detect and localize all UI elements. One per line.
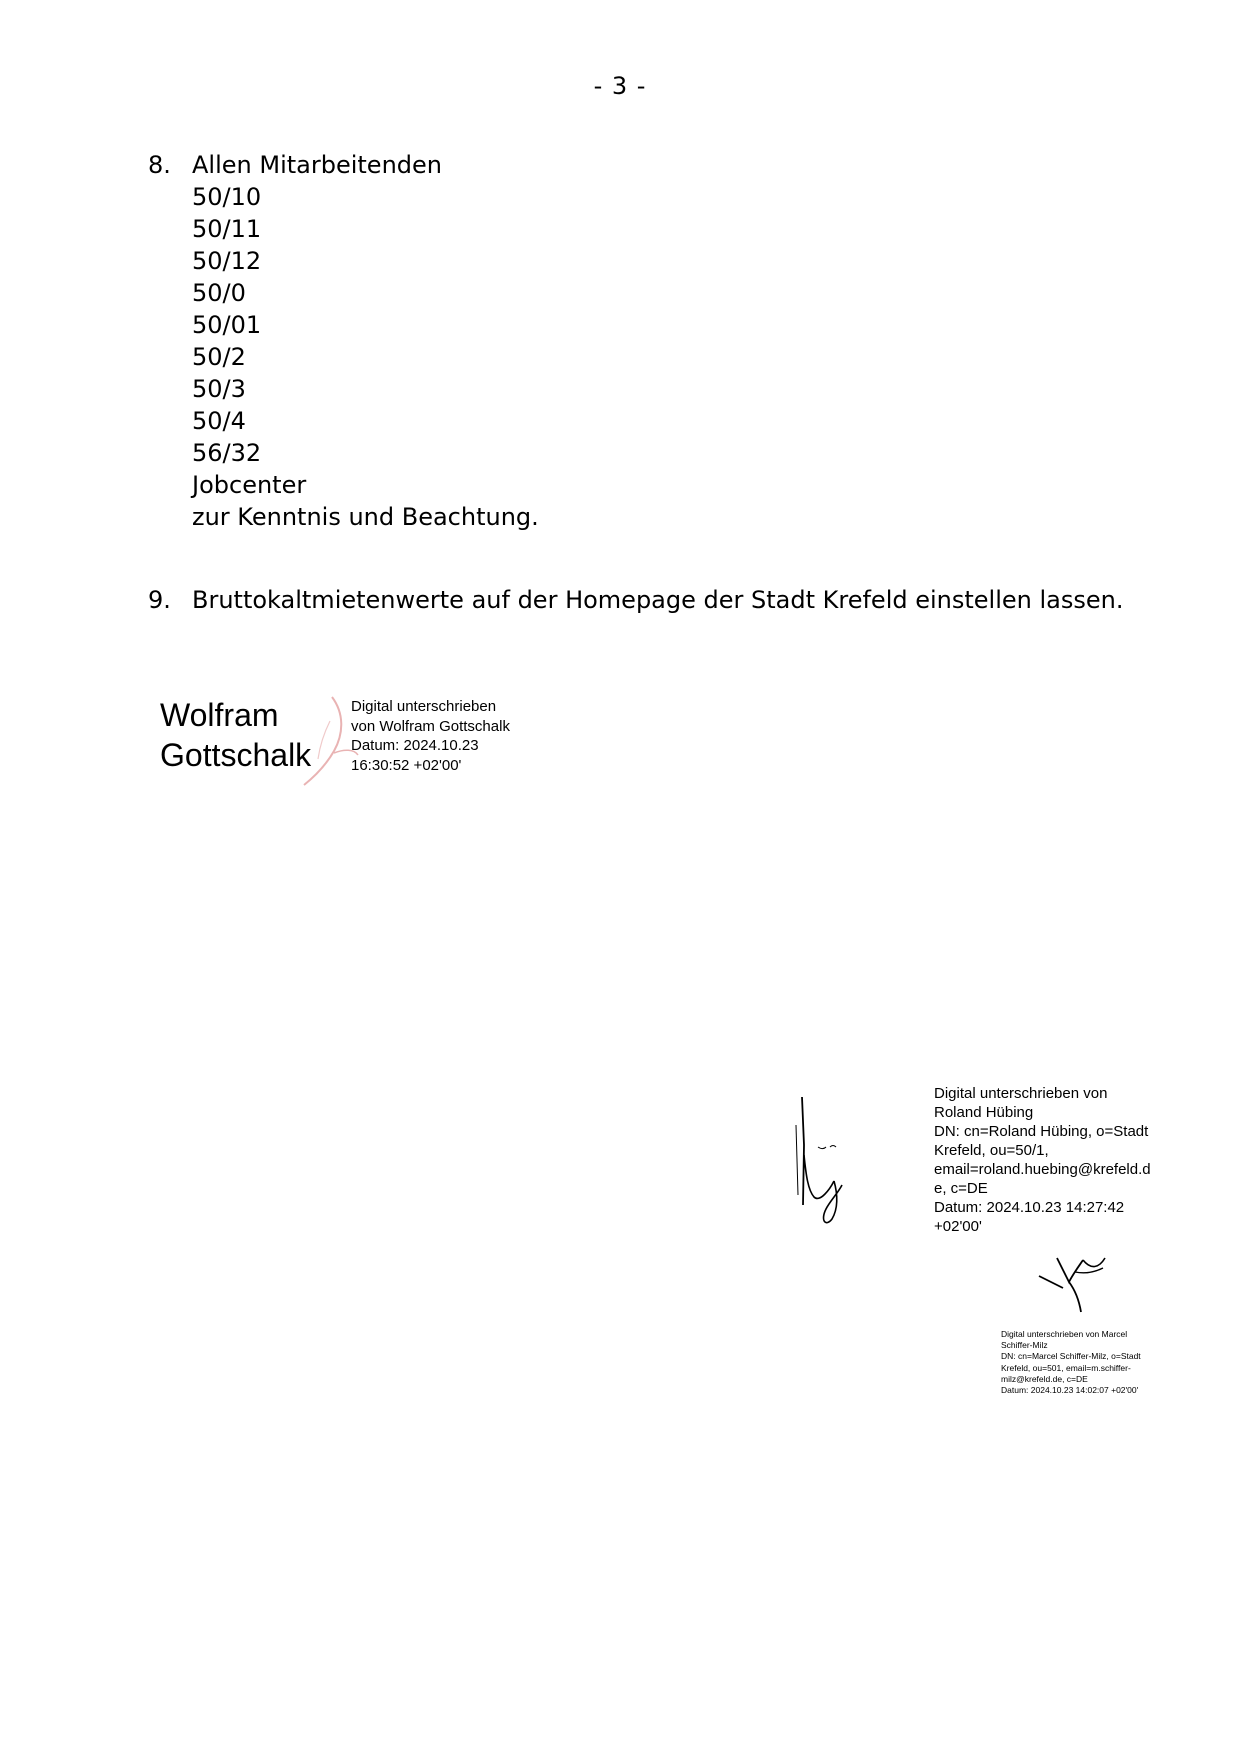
signature-detail-line: e, c=DE <box>934 1180 988 1197</box>
signature-detail-line: Krefeld, ou=50/1, <box>934 1142 1049 1159</box>
distribution-line: 50/10 <box>192 183 262 211</box>
signature-detail-line: +02'00' <box>934 1218 982 1235</box>
distribution-line: 50/2 <box>192 343 246 371</box>
distribution-line: 50/0 <box>192 279 246 307</box>
handwritten-signature-huebing <box>790 1085 860 1230</box>
signature-detail-line: Krefeld, ou=501, email=m.schiffer- <box>1001 1362 1131 1373</box>
distribution-line: Jobcenter <box>192 471 307 499</box>
distribution-line: 50/3 <box>192 375 246 403</box>
list-item-number: 8. <box>148 151 171 179</box>
distribution-line: zur Kenntnis und Beachtung. <box>192 503 539 531</box>
signer-name <box>160 695 311 775</box>
signature-detail-line: Digital unterschrieben von <box>934 1085 1108 1102</box>
handwritten-signature-schiffer-milz <box>1035 1250 1110 1315</box>
distribution-line: 50/11 <box>192 215 262 243</box>
distribution-line: 50/01 <box>192 311 262 339</box>
signer-name-line: Gottschalk <box>160 737 312 773</box>
signature-details <box>351 697 510 775</box>
signature-detail-line: milz@krefeld.de, c=DE <box>1001 1373 1088 1384</box>
signature-detail-line: Digital unterschrieben von Marcel <box>1001 1329 1128 1339</box>
signature-detail-line: Roland Hübing <box>934 1104 1034 1121</box>
signature-detail-line: Datum: 2024.10.23 14:02:07 +02'00' <box>1001 1385 1139 1396</box>
signature-detail-line: 16:30:52 +02'00' <box>351 756 462 774</box>
list-item-number: 9. <box>148 586 171 614</box>
signature-detail-line: DN: cn=Marcel Schiffer-Milz, o=Stadt <box>1001 1351 1141 1362</box>
signature-detail-line: Datum: 2024.10.23 14:27:42 <box>934 1199 1125 1216</box>
signature-detail-line: von Wolfram Gottschalk <box>351 717 510 735</box>
signature-detail-line: Schiffer-Milz <box>1001 1340 1048 1351</box>
signature-details-schiffer-milz <box>1001 1329 1141 1396</box>
signature-details-huebing <box>934 1084 1151 1236</box>
signer-name-line: Wolfram <box>160 697 279 733</box>
distribution-line: Allen Mitarbeitenden <box>192 151 442 179</box>
distribution-line: 56/32 <box>192 439 262 467</box>
signature-detail-line: DN: cn=Roland Hübing, o=Stadt <box>934 1123 1149 1140</box>
signature-detail-line: Datum: 2024.10.23 <box>351 737 479 754</box>
instruction-line: Bruttokaltmietenwerte auf der Homepage der Stadt Krefeld einstellen lassen. <box>192 586 1124 614</box>
page-number: - 3 - <box>593 72 647 100</box>
signature-detail-line: Digital unterschrieben <box>351 698 497 715</box>
distribution-line: 50/4 <box>192 407 246 435</box>
list-item-body <box>192 149 539 533</box>
signature-block-gottschalk <box>160 695 580 795</box>
distribution-line: 50/12 <box>192 247 262 275</box>
signature-detail-line: email=roland.huebing@krefeld.d <box>934 1161 1151 1178</box>
list-item-body <box>192 584 1123 616</box>
